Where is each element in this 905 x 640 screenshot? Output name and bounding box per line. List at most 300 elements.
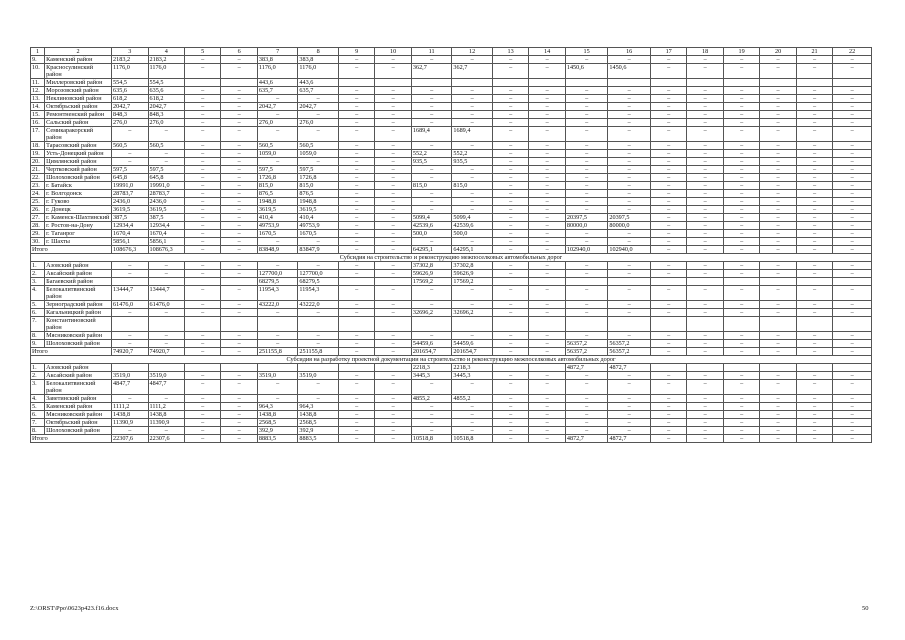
value-cell: – <box>221 230 257 238</box>
value-cell: – <box>492 111 528 119</box>
table-row <box>31 238 872 246</box>
district-name: Миллеровский район <box>45 79 112 87</box>
value-cell: – <box>492 380 528 395</box>
table-row <box>31 182 872 190</box>
value-cell: – <box>650 419 686 427</box>
value-cell: – <box>529 411 565 419</box>
value-cell: – <box>221 56 257 64</box>
value-cell: – <box>687 340 723 348</box>
value-cell: – <box>796 87 832 95</box>
total-label: Итого <box>31 348 112 356</box>
value-cell: – <box>723 332 759 340</box>
value-cell: 410,4 <box>257 214 298 222</box>
row-number: 30. <box>31 238 45 246</box>
value-cell: 635,6 <box>112 87 148 95</box>
value-cell: – <box>608 286 651 301</box>
value-cell <box>833 317 872 332</box>
value-cell: – <box>529 190 565 198</box>
value-cell: – <box>608 403 651 411</box>
value-cell: 80000,0 <box>565 222 608 230</box>
value-cell <box>221 278 257 286</box>
value-cell: – <box>411 380 452 395</box>
value-cell: 4855,2 <box>411 395 452 403</box>
value-cell: – <box>338 340 374 348</box>
value-cell: 2436,0 <box>112 198 148 206</box>
value-cell: – <box>760 395 796 403</box>
value-cell: 1438,8 <box>257 411 298 419</box>
total-row <box>31 348 872 356</box>
value-cell: 597,5 <box>257 166 298 174</box>
row-number: 27. <box>31 214 45 222</box>
value-cell: – <box>221 198 257 206</box>
value-cell: 43222,0 <box>257 301 298 309</box>
value-cell: 5099,4 <box>452 214 493 222</box>
value-cell: – <box>687 142 723 150</box>
value-cell: 935,5 <box>452 158 493 166</box>
value-cell: – <box>687 95 723 103</box>
district-name: Сальский район <box>45 119 112 127</box>
value-cell: – <box>529 435 565 443</box>
value-cell: – <box>375 419 411 427</box>
value-cell: 56357,2 <box>608 348 651 356</box>
value-cell: – <box>687 56 723 64</box>
value-cell: – <box>650 166 686 174</box>
value-cell: – <box>338 64 374 79</box>
value-cell: – <box>723 427 759 435</box>
value-cell: 2218,3 <box>452 364 493 372</box>
value-cell: – <box>338 206 374 214</box>
value-cell: – <box>796 435 832 443</box>
value-cell: – <box>833 142 872 150</box>
value-cell: – <box>452 142 493 150</box>
value-cell: 1689,4 <box>411 127 452 142</box>
table-row <box>31 222 872 230</box>
value-cell: 392,9 <box>298 427 339 435</box>
value-cell: – <box>221 150 257 158</box>
district-name: Морозовский район <box>45 87 112 95</box>
value-cell: – <box>452 411 493 419</box>
value-cell: – <box>833 435 872 443</box>
value-cell: – <box>833 222 872 230</box>
value-cell: – <box>650 182 686 190</box>
value-cell: – <box>565 198 608 206</box>
section-title-row <box>31 356 872 364</box>
value-cell: – <box>452 206 493 214</box>
value-cell: – <box>375 214 411 222</box>
value-cell: 22307,6 <box>148 435 184 443</box>
column-number-cell: 9 <box>338 48 374 56</box>
value-cell: – <box>375 395 411 403</box>
value-cell: – <box>723 403 759 411</box>
value-cell: – <box>608 270 651 278</box>
value-cell: – <box>608 103 651 111</box>
value-cell <box>529 364 565 372</box>
value-cell: – <box>338 214 374 222</box>
value-cell: – <box>221 158 257 166</box>
value-cell: 13444,7 <box>112 286 148 301</box>
value-cell <box>221 79 257 87</box>
section-title: Субсидия на разработку проектной документации на строительство и реконструкцию межпоселковых автомобильных дорог <box>31 356 872 364</box>
value-cell: – <box>796 301 832 309</box>
value-cell: – <box>650 198 686 206</box>
value-cell: 1726,8 <box>257 174 298 182</box>
value-cell: – <box>796 174 832 182</box>
table-row <box>31 150 872 158</box>
value-cell: – <box>760 309 796 317</box>
value-cell <box>650 317 686 332</box>
value-cell: – <box>687 286 723 301</box>
value-cell: – <box>492 403 528 411</box>
value-cell: – <box>608 332 651 340</box>
value-cell <box>112 278 148 286</box>
value-cell: 2042,7 <box>257 103 298 111</box>
value-cell: – <box>411 190 452 198</box>
value-cell <box>184 278 220 286</box>
value-cell: – <box>650 56 686 64</box>
value-cell: – <box>650 174 686 182</box>
value-cell: – <box>723 270 759 278</box>
value-cell: – <box>375 64 411 79</box>
value-cell: – <box>221 372 257 380</box>
value-cell: – <box>184 214 220 222</box>
value-cell: – <box>565 127 608 142</box>
value-cell <box>723 278 759 286</box>
value-cell: – <box>148 395 184 403</box>
table-row <box>31 56 872 64</box>
value-cell: – <box>529 419 565 427</box>
value-cell: – <box>565 174 608 182</box>
value-cell: 3519,0 <box>112 372 148 380</box>
value-cell: – <box>221 332 257 340</box>
value-cell <box>687 278 723 286</box>
value-cell: – <box>760 262 796 270</box>
row-number: 8. <box>31 332 45 340</box>
value-cell <box>650 364 686 372</box>
value-cell <box>112 364 148 372</box>
total-row <box>31 246 872 254</box>
value-cell: – <box>221 411 257 419</box>
value-cell: – <box>184 270 220 278</box>
value-cell: – <box>796 198 832 206</box>
row-number: 4. <box>31 286 45 301</box>
value-cell <box>608 79 651 87</box>
value-cell: – <box>452 166 493 174</box>
value-cell: – <box>565 372 608 380</box>
value-cell: – <box>650 348 686 356</box>
value-cell: – <box>375 309 411 317</box>
value-cell: – <box>796 95 832 103</box>
value-cell: 635,7 <box>257 87 298 95</box>
value-cell: – <box>833 348 872 356</box>
value-cell: – <box>760 332 796 340</box>
value-cell: – <box>529 142 565 150</box>
value-cell: – <box>529 214 565 222</box>
value-cell: 5099,4 <box>411 214 452 222</box>
value-cell: – <box>608 309 651 317</box>
value-cell: – <box>723 395 759 403</box>
value-cell: – <box>148 150 184 158</box>
value-cell: – <box>148 158 184 166</box>
value-cell: – <box>565 190 608 198</box>
value-cell: 37302,8 <box>411 262 452 270</box>
value-cell: – <box>221 174 257 182</box>
value-cell: – <box>723 150 759 158</box>
value-cell: 17569,2 <box>411 278 452 286</box>
value-cell: – <box>338 395 374 403</box>
value-cell: – <box>608 262 651 270</box>
value-cell: – <box>650 395 686 403</box>
value-cell: – <box>608 150 651 158</box>
value-cell: – <box>221 190 257 198</box>
value-cell: – <box>492 103 528 111</box>
value-cell: – <box>338 380 374 395</box>
column-number-cell: 15 <box>565 48 608 56</box>
value-cell <box>257 317 298 332</box>
value-cell: – <box>760 270 796 278</box>
value-cell: 54459,6 <box>452 340 493 348</box>
value-cell: – <box>650 332 686 340</box>
value-cell: – <box>687 119 723 127</box>
value-cell: – <box>375 111 411 119</box>
value-cell: – <box>650 119 686 127</box>
value-cell <box>760 278 796 286</box>
value-cell: – <box>375 411 411 419</box>
value-cell: – <box>650 64 686 79</box>
value-cell: – <box>338 190 374 198</box>
value-cell: – <box>608 119 651 127</box>
value-cell: 102940,0 <box>565 246 608 254</box>
value-cell: – <box>492 419 528 427</box>
value-cell <box>257 364 298 372</box>
value-cell: 554,5 <box>148 79 184 87</box>
value-cell: – <box>796 142 832 150</box>
value-cell: – <box>375 190 411 198</box>
value-cell: – <box>723 56 759 64</box>
value-cell: – <box>257 309 298 317</box>
value-cell: 1176,0 <box>257 64 298 79</box>
value-cell: – <box>760 166 796 174</box>
value-cell: – <box>687 395 723 403</box>
value-cell: – <box>833 332 872 340</box>
value-cell: 2436,0 <box>148 198 184 206</box>
value-cell: – <box>492 119 528 127</box>
value-cell: – <box>298 309 339 317</box>
value-cell: – <box>338 127 374 142</box>
value-cell: 68279,5 <box>298 278 339 286</box>
value-cell: 1948,8 <box>257 198 298 206</box>
value-cell: – <box>375 427 411 435</box>
row-number: 6. <box>31 309 45 317</box>
value-cell: 17569,2 <box>452 278 493 286</box>
value-cell: – <box>529 103 565 111</box>
value-cell: – <box>687 270 723 278</box>
value-cell: 1450,6 <box>565 64 608 79</box>
table-row <box>31 198 872 206</box>
value-cell: – <box>375 150 411 158</box>
value-cell: – <box>529 150 565 158</box>
value-cell: – <box>833 190 872 198</box>
value-cell: – <box>796 419 832 427</box>
value-cell: – <box>796 246 832 254</box>
value-cell: 848,3 <box>112 111 148 119</box>
value-cell: – <box>565 270 608 278</box>
value-cell: 74920,7 <box>112 348 148 356</box>
column-number-cell: 17 <box>650 48 686 56</box>
column-number-cell: 18 <box>687 48 723 56</box>
value-cell: 4847,7 <box>112 380 148 395</box>
value-cell: – <box>257 340 298 348</box>
value-cell: 251155,8 <box>298 348 339 356</box>
value-cell: – <box>723 206 759 214</box>
value-cell: 2568,5 <box>257 419 298 427</box>
value-cell: 1176,0 <box>148 64 184 79</box>
value-cell <box>723 79 759 87</box>
value-cell: – <box>221 127 257 142</box>
value-cell: – <box>257 127 298 142</box>
document-file-path: Z:\ORST\Ppo\0623p423.f16.docx <box>30 605 119 612</box>
value-cell: – <box>650 380 686 395</box>
value-cell: 645,8 <box>112 174 148 182</box>
value-cell: – <box>650 411 686 419</box>
value-cell: 560,5 <box>112 142 148 150</box>
value-cell: – <box>760 435 796 443</box>
table-row <box>31 142 872 150</box>
value-cell: 8883,5 <box>298 435 339 443</box>
district-name: Каменский район <box>45 56 112 64</box>
value-cell: – <box>650 95 686 103</box>
value-cell: – <box>760 150 796 158</box>
value-cell: 54459,6 <box>411 340 452 348</box>
value-cell: – <box>148 340 184 348</box>
value-cell: – <box>184 246 220 254</box>
value-cell: – <box>221 309 257 317</box>
value-cell: – <box>375 380 411 395</box>
value-cell: – <box>411 103 452 111</box>
value-cell: – <box>452 111 493 119</box>
value-cell: – <box>338 348 374 356</box>
value-cell: – <box>221 119 257 127</box>
value-cell <box>338 79 374 87</box>
value-cell: – <box>687 166 723 174</box>
value-cell: – <box>221 395 257 403</box>
value-cell: – <box>184 103 220 111</box>
value-cell: 49753,9 <box>257 222 298 230</box>
value-cell: – <box>529 87 565 95</box>
value-cell: – <box>796 230 832 238</box>
value-cell: – <box>184 64 220 79</box>
value-cell: – <box>760 419 796 427</box>
value-cell: – <box>184 166 220 174</box>
value-cell: – <box>184 222 220 230</box>
value-cell: – <box>760 87 796 95</box>
value-cell: 410,4 <box>298 214 339 222</box>
value-cell: 2183,2 <box>148 56 184 64</box>
value-cell <box>565 79 608 87</box>
value-cell: – <box>833 270 872 278</box>
value-cell: – <box>650 340 686 348</box>
section-title: Субсидия на строительство и реконструкцию межпоселковых автомобильных дорог <box>31 254 872 262</box>
value-cell: – <box>723 103 759 111</box>
value-cell: – <box>760 182 796 190</box>
value-cell: – <box>112 427 148 435</box>
value-cell: 1726,8 <box>298 174 339 182</box>
value-cell: 42539,6 <box>452 222 493 230</box>
value-cell <box>452 317 493 332</box>
value-cell: – <box>760 403 796 411</box>
value-cell: – <box>687 427 723 435</box>
value-cell: – <box>221 340 257 348</box>
value-cell: – <box>608 372 651 380</box>
value-cell: 56357,2 <box>565 340 608 348</box>
value-cell: – <box>529 403 565 411</box>
row-number: 22. <box>31 174 45 182</box>
value-cell: – <box>650 190 686 198</box>
value-cell: – <box>687 150 723 158</box>
value-cell: – <box>723 127 759 142</box>
table-row <box>31 364 872 372</box>
value-cell: 3519,0 <box>298 372 339 380</box>
value-cell <box>723 317 759 332</box>
value-cell: – <box>565 103 608 111</box>
value-cell: 8883,5 <box>257 435 298 443</box>
value-cell <box>492 364 528 372</box>
value-cell: – <box>184 127 220 142</box>
value-cell: – <box>796 166 832 174</box>
value-cell: 1689,4 <box>452 127 493 142</box>
table-row <box>31 214 872 222</box>
value-cell: – <box>687 301 723 309</box>
value-cell: – <box>687 190 723 198</box>
value-cell: – <box>760 214 796 222</box>
value-cell: – <box>723 380 759 395</box>
value-cell: – <box>492 214 528 222</box>
value-cell: 22307,6 <box>112 435 148 443</box>
value-cell: – <box>529 238 565 246</box>
value-cell: – <box>796 372 832 380</box>
value-cell: 387,5 <box>148 214 184 222</box>
value-cell: – <box>833 309 872 317</box>
value-cell: – <box>650 127 686 142</box>
value-cell: – <box>375 182 411 190</box>
value-cell: 11954,3 <box>257 286 298 301</box>
value-cell: 13444,7 <box>148 286 184 301</box>
value-cell: – <box>411 301 452 309</box>
value-cell: – <box>375 158 411 166</box>
value-cell: – <box>833 301 872 309</box>
value-cell: – <box>608 411 651 419</box>
value-cell: – <box>452 238 493 246</box>
value-cell: 935,5 <box>411 158 452 166</box>
value-cell: – <box>257 395 298 403</box>
value-cell: – <box>298 380 339 395</box>
value-cell: 4872,7 <box>565 435 608 443</box>
row-number: 17. <box>31 127 45 142</box>
value-cell: 815,0 <box>411 182 452 190</box>
value-cell: – <box>257 158 298 166</box>
district-name: Неклиновский район <box>45 95 112 103</box>
value-cell: – <box>565 111 608 119</box>
value-cell: – <box>565 56 608 64</box>
value-cell: – <box>650 214 686 222</box>
value-cell: – <box>833 395 872 403</box>
value-cell: 32696,2 <box>452 309 493 317</box>
value-cell: – <box>257 332 298 340</box>
value-cell: – <box>492 222 528 230</box>
value-cell: – <box>529 95 565 103</box>
value-cell: – <box>608 301 651 309</box>
column-number-cell: 22 <box>833 48 872 56</box>
total-label: Итого <box>31 435 112 443</box>
